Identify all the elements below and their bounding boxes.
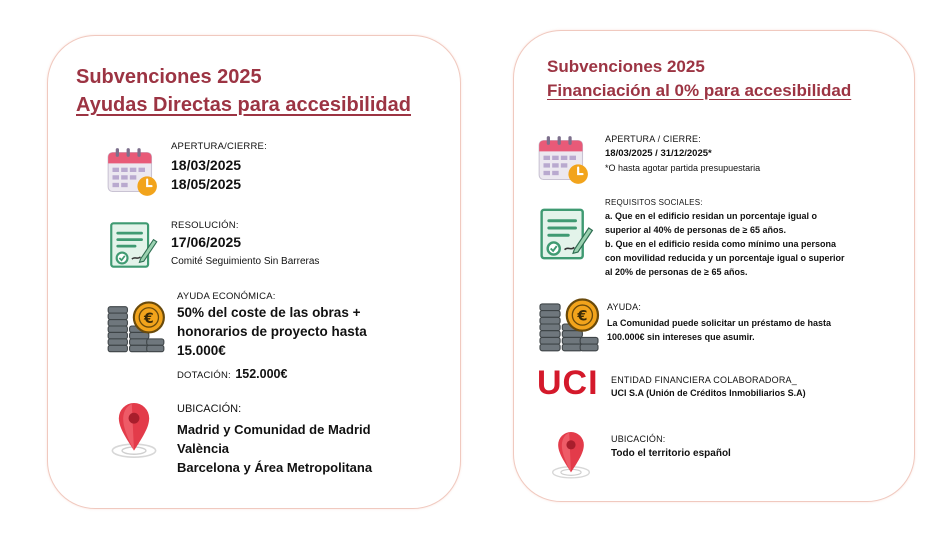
signed-document-icon — [538, 206, 596, 262]
left-dotacion — [177, 365, 287, 383]
left-ubicacion-line3: Barcelona y Área Metropolitana — [177, 460, 373, 475]
left-ayuda-line3: 15.000€ — [177, 343, 226, 358]
left-dotacion-value: 152.000€ — [235, 367, 288, 381]
left-title: Subvenciones 2025 — [76, 66, 262, 88]
right-requisito-b-line1: b. Que en el edificio resida como mínimo una persona — [605, 239, 837, 249]
right-entidad-label: ENTIDAD FINANCIERA COLABORADORA_ — [611, 375, 797, 385]
signed-document-icon — [108, 220, 160, 270]
right-requisito-b-line2: con movilidad reducida y un porcentaje igual o superior — [605, 253, 845, 263]
left-subtitle: Ayudas Directas para accesibilidad — [76, 94, 411, 116]
right-entidad-value: UCI S.A (Unión de Créditos Inmobiliarios S.A) — [611, 388, 806, 398]
left-ayuda-line2: honorarios de proyecto hasta — [177, 324, 367, 339]
left-dotacion-label: DOTACIÓN: — [177, 370, 231, 381]
right-apertura-dates: 18/03/2025 / 31/12/2025* — [605, 148, 712, 159]
euro-coins-icon — [537, 295, 601, 353]
calendar-clock-icon — [106, 147, 158, 197]
location-pin-icon — [549, 425, 593, 483]
right-requisitos-label: REQUISITOS SOCIALES: — [605, 198, 703, 207]
right-ubicacion-value: Todo el territorio español — [611, 448, 731, 459]
location-pin-icon — [108, 396, 160, 462]
right-requisito-b-line3: al 20% de personas de ≥ 65 años. — [605, 267, 748, 277]
euro-coins-icon — [106, 298, 166, 354]
left-resolucion-note: Comité Seguimiento Sin Barreras — [171, 256, 320, 267]
left-ubicacion-line1: Madrid y Comunidad de Madrid — [177, 422, 371, 437]
right-ayuda-line1: La Comunidad puede solicitar un préstamo de hasta — [607, 318, 832, 328]
right-requisito-a-line1: a. Que en el edificio residan un porcentaje igual o — [605, 211, 818, 221]
left-ayuda-label: AYUDA ECONÓMICA: — [177, 291, 276, 302]
right-ubicacion-label: UBICACIÓN: — [611, 434, 666, 444]
right-apertura-label: APERTURA / CIERRE: — [605, 134, 701, 144]
calendar-clock-icon — [537, 135, 589, 185]
right-ayuda-line2: 100.000€ sin intereses que asumir. — [607, 332, 755, 342]
uci-logo: UCI — [537, 364, 599, 402]
left-resolucion-date: 17/06/2025 — [171, 234, 242, 250]
left-resolucion-label: RESOLUCIÓN: — [171, 220, 239, 231]
left-apertura-label: APERTURA/CIERRE: — [171, 141, 267, 152]
right-subtitle: Financiación al 0% para accesibilidad — [547, 81, 852, 100]
right-requisito-a-line2: superior al 40% de personas de ≥ 65 años. — [605, 225, 787, 235]
left-ubicacion-line2: València — [177, 441, 230, 456]
right-apertura-note: *O hasta agotar partida presupuestaria — [605, 163, 761, 173]
left-apertura-date2: 18/05/2025 — [171, 176, 242, 192]
left-ubicacion-label: UBICACIÓN: — [177, 403, 242, 415]
left-ayuda-line1: 50% del coste de las obras + — [177, 305, 361, 320]
right-ayuda-label: AYUDA: — [607, 302, 642, 312]
left-apertura-date1: 18/03/2025 — [171, 157, 242, 173]
right-title: Subvenciones 2025 — [547, 57, 705, 76]
